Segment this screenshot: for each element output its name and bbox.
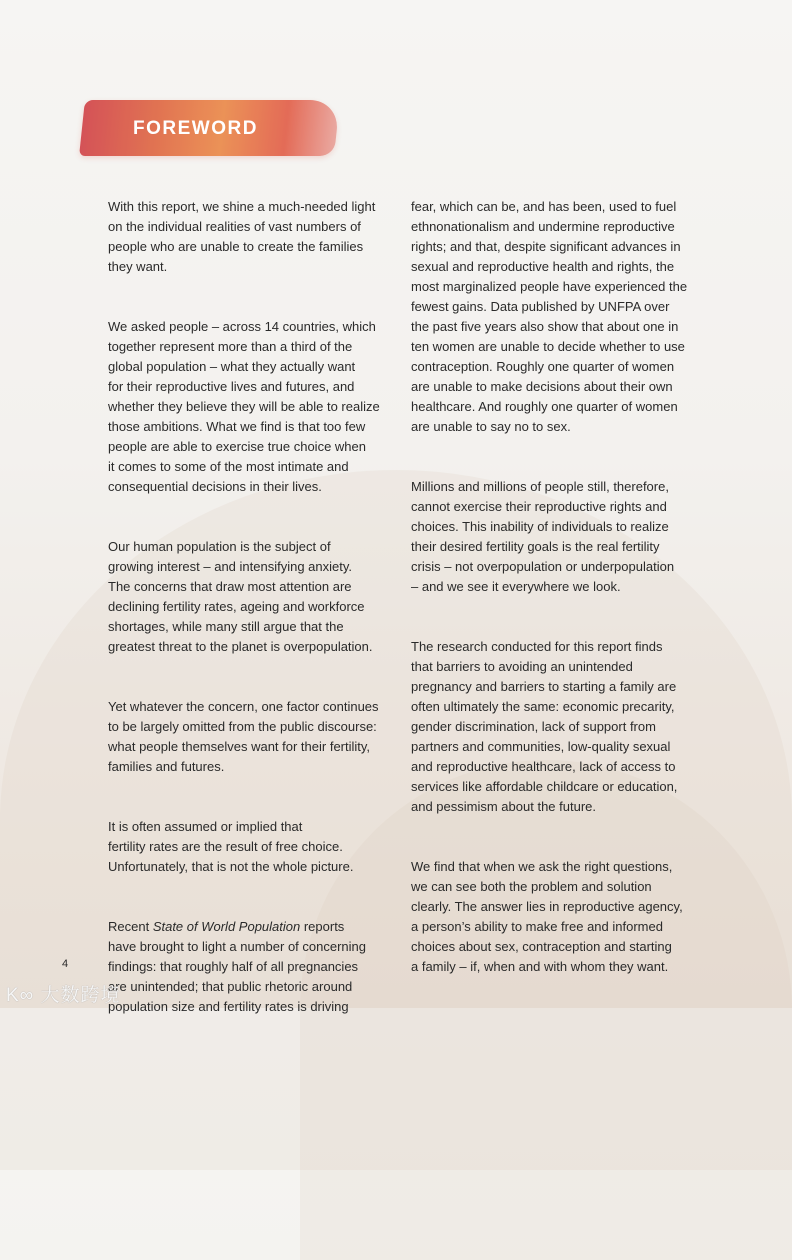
watermark	[6, 980, 121, 1007]
page-title: FOREWORD	[133, 118, 258, 139]
watermark-text: 大数跨境	[40, 985, 121, 1006]
paragraph: We asked people – across 14 countries, which together represent more than a third of the global population – what they actually want for their reproductive lives and futures, and whether they believe they will be able to realize those ambitions. What we find is that too few people are able to exercise true choice when it comes to some of the most intimate and consequential decisions in their lives.	[108, 319, 380, 494]
paragraph: The research conducted for this report finds that barriers to avoiding an unintended pregnancy and barriers to starting a family are often ultimately the same: economic precarity, gender discrimination, lack of support from partners and communities, low-quality sexual and reproductive healthcare, lack of access to services like affordable childcare or education, and pessimism about the future.	[411, 639, 678, 814]
paragraph: It is often assumed or implied that fertility rates are the result of free choice. Unfortunately, that is not the whole picture.	[108, 819, 354, 874]
report-title: State of World Population	[152, 919, 301, 934]
paragraph: With this report, we shine a much-needed light on the individual realities of vast numbers of people who are unable to create the families they want.	[108, 199, 376, 274]
right-column	[411, 177, 701, 1017]
paragraph: Our human population is the subject of growing interest – and intensifying anxiety. The concerns that draw most attention are declining fertility rates, ageing and workforce shortages, while many still argue that the greatest threat to the planet is overpopulation.	[108, 539, 373, 654]
watermark-logo-icon: K∞	[6, 985, 41, 1006]
paragraph	[108, 917, 398, 1017]
paragraph: Millions and millions of people still, therefore, cannot exercise their reproductive rights and choices. This inability of individuals to realize their desired fertility goals is the real fertility crisis – not overpopulation or underpopulation – and we see it everywhere we look.	[411, 479, 675, 594]
left-column	[108, 177, 398, 1057]
paragraph: fear, which can be, and has been, used to fuel ethnonationalism and undermine reproductive rights; and that, despite significant advances in sexual and reproductive health and rights, the most marginalized people have experienced the fewest gains. Data published by UNFPA over the past five years also show that about one in ten women are unable to decide whether to use contraception. Roughly one quarter of women are unable to make decisions about their own healthcare. And roughly one quarter of women are unable to say no to sex.	[411, 199, 688, 434]
paragraph: Yet whatever the concern, one factor continues to be largely omitted from the public discourse: what people themselves want for their fertility, families and futures.	[108, 699, 379, 774]
paragraph: We find that when we ask the right questions, we can see both the problem and solution clearly. The answer lies in reproductive agency, a person’s ability to make free and informed choices about sex, contraception and starting a family – if, when and with whom they want.	[411, 859, 683, 974]
text: Recent	[108, 919, 153, 934]
text: reports have brought to light a number of concerning findings: that roughly half of all pregnancies are unintended; that public rhetoric around population size and fertility rates is driving	[108, 919, 367, 1014]
page-number: 4	[62, 958, 69, 970]
